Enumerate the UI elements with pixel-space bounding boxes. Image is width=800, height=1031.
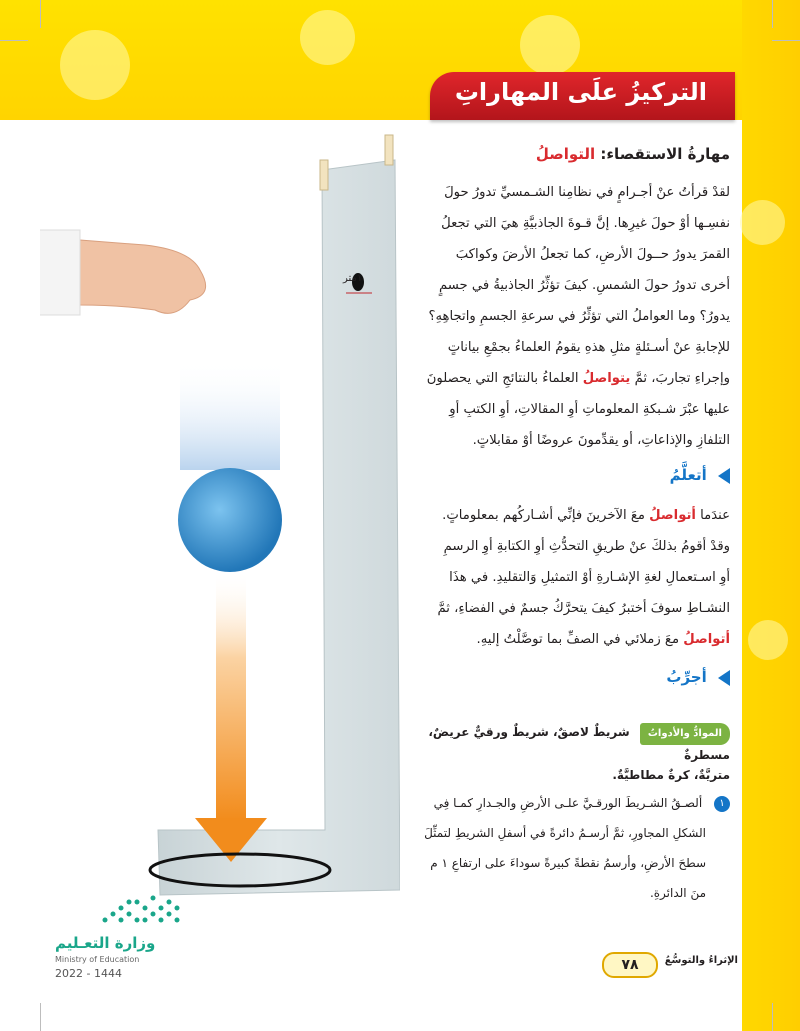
sleeve bbox=[40, 230, 80, 315]
text-fragment: عندَما bbox=[700, 508, 730, 523]
crop-mark bbox=[772, 1003, 773, 1031]
hand bbox=[80, 240, 206, 313]
learn-heading bbox=[405, 466, 730, 484]
page-number: ٧٨ bbox=[602, 952, 658, 978]
try-heading bbox=[405, 668, 730, 686]
text-line: التلفازِ والإذاعاتِ، أو يقدِّمونَ عروضًا أوْ مقابلاتٍ. bbox=[472, 433, 730, 448]
highlight-word: أتواصلُ bbox=[649, 508, 696, 523]
materials-text: شريطٌ لاصقٌ، شريطٌ ورقيٌّ عريضٌ، مسطرةٌ bbox=[428, 725, 730, 762]
text-line bbox=[405, 624, 730, 655]
crop-mark bbox=[40, 0, 41, 28]
text-fragment: وإجراءِ تجاربَ، ثمَّ bbox=[634, 371, 730, 386]
text-fragment: معَ زملائي في الصفِّ بما توصَّلْتُ إليهِ. bbox=[476, 632, 680, 647]
skill-name: التواصلُ bbox=[535, 145, 596, 163]
crop-mark bbox=[772, 40, 800, 41]
text-line: النشـاطِ سوفَ أختبرُ كيفَ يتحرَّكُ جسمٌ في الفضاءِ، ثمَّ bbox=[437, 601, 730, 616]
step-line: منَ الدائرةِ. bbox=[649, 886, 706, 900]
text-line: أوِ اسـتعمالِ لغةِ الإشـارةِ أوْ التمثيلِ وَالتقليدِ. في هذَا bbox=[449, 570, 730, 585]
fall-arrow-shaft bbox=[216, 570, 246, 820]
right-yellow-band bbox=[742, 0, 800, 1031]
decor-bubble bbox=[748, 620, 788, 660]
experiment-illustration bbox=[40, 130, 400, 910]
learn-paragraph bbox=[405, 500, 730, 655]
play-triangle-icon bbox=[718, 468, 730, 484]
learn-heading-text: أتعلَّمُ bbox=[669, 466, 707, 484]
rubber-ball bbox=[178, 468, 282, 572]
text-line: القمرَ يدورُ حــولَ الأرضِ، كما تجعلُ الأرضَ وكواكبَ bbox=[455, 247, 730, 262]
crop-mark bbox=[40, 1003, 41, 1031]
title-banner bbox=[430, 72, 735, 120]
play-triangle-icon bbox=[718, 670, 730, 686]
step-line: الشكلِ المجاورِ، ثمَّ أرسـمُ دائرةً في أسفلِ الشريطِ لتمثِّلَ bbox=[424, 826, 706, 840]
intro-paragraph bbox=[405, 177, 730, 456]
procedure-step-1 bbox=[405, 788, 730, 908]
marker-label: ١متر bbox=[343, 273, 363, 284]
crop-mark bbox=[772, 0, 773, 28]
text-line: أخرى تدورُ حولَ الشمسِ. كيفَ تؤثِّرُ الجاذبيةُ في جسمٍ bbox=[438, 278, 730, 293]
highlight-word: يتواصلُ bbox=[582, 371, 631, 386]
page-footer bbox=[600, 952, 740, 976]
crop-mark bbox=[0, 40, 28, 41]
try-heading-text: أجرِّبُ bbox=[666, 668, 707, 686]
text-line bbox=[405, 500, 730, 531]
materials-list bbox=[405, 722, 730, 785]
text-line: نفسِـها أوْ حولَ غيرِها. إنَّ قـوةَ الجاذبيَّةِ هيَ التي تجعلُ bbox=[441, 216, 730, 231]
motion-trail bbox=[180, 360, 280, 470]
step-line bbox=[405, 788, 730, 818]
text-line: وقدْ أقومُ بذلكَ عنْ طريقِ التحدُّثِ أوِ الكتابةِ أوِ الرسمِ bbox=[443, 539, 730, 554]
skill-heading bbox=[405, 145, 730, 163]
step-number-badge: ١ bbox=[714, 796, 730, 812]
decor-bubble bbox=[520, 15, 580, 75]
text-line: لقدْ قرأتُ عنْ أجـرامٍ في نظامِنا الشـمسيِّ تدورُ حولَ bbox=[444, 185, 730, 200]
skill-prefix: مهارةُ الاستقصاء: bbox=[600, 145, 730, 163]
tape-pin bbox=[385, 135, 393, 165]
step-text: ألصـقُ الشـريطَ الورقـيَّ علـى الأرضِ والجـدارِ كمـا فِي bbox=[433, 796, 703, 810]
text-line bbox=[405, 363, 730, 394]
ministry-arabic: وزارة التعـليم bbox=[55, 934, 156, 952]
step-line: سطحَ الأرضِ، وأرسمُ نقطةً كبيرةً سوداءَ على ارتفاعِ ١ م bbox=[430, 856, 706, 870]
decor-bubble bbox=[300, 10, 355, 65]
section-label: الإثراءُ والتوسُّعُ bbox=[664, 955, 738, 966]
materials-line bbox=[405, 722, 730, 765]
page-title: التركيزُ علَى المهاراتِ bbox=[454, 78, 707, 106]
materials-badge: الموادُّ والأدواتُ bbox=[640, 723, 730, 745]
ministry-dots-icon bbox=[95, 890, 185, 930]
text-fragment: معَ الآخرينَ فإنِّي أشـاركُهم بمعلوماتٍ. bbox=[442, 508, 645, 523]
text-line: يدورُ؟ وما العواملُ التي تؤثِّرُ في سرعةِ الجسمِ واتجاهِهِ؟ bbox=[428, 309, 730, 324]
ministry-english: Ministry of Education bbox=[55, 955, 140, 964]
text-line: عليها عبْرَ شـبكةِ المعلوماتِ أوِ المقالاتِ، أوِ الكتبِ أوِ bbox=[449, 402, 730, 417]
highlight-word: أتواصلُ bbox=[683, 632, 730, 647]
tape-pin bbox=[320, 160, 328, 190]
text-fragment: العلماءُ بالنتائجِ التي يحصلونَ bbox=[426, 371, 579, 386]
decor-bubble bbox=[740, 200, 785, 245]
decor-bubble bbox=[60, 30, 130, 100]
materials-line: متريَّةٌ، كرةٌ مطاطيَّةٌ. bbox=[612, 768, 730, 782]
text-line: للإجابةِ عنْ أسـئلةٍ مثلِ هذهِ يقومُ العلماءُ بجمْعِ بياناتٍ bbox=[447, 340, 730, 355]
ministry-year: 2022 - 1444 bbox=[55, 967, 122, 980]
